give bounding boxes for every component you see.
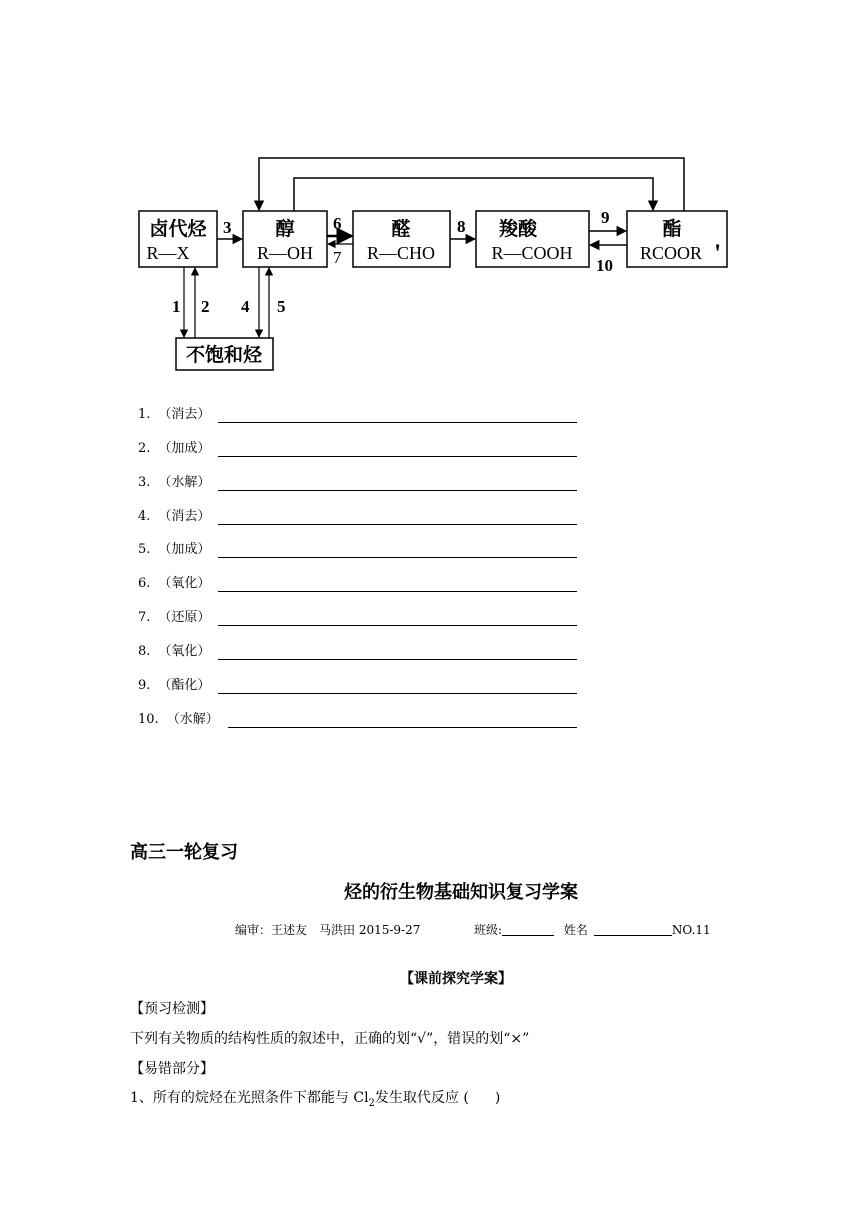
answer-blank[interactable] (218, 693, 577, 694)
reaction-type: （消去） (158, 407, 211, 422)
reaction-number: 10. (138, 712, 159, 727)
reaction-type: （酯化） (158, 678, 211, 693)
answer-blank[interactable] (218, 456, 577, 457)
alcohol-formula: R—OH (256, 243, 314, 263)
reaction-type: （消去） (158, 509, 211, 524)
course-heading: 高三一轮复习 (130, 842, 238, 863)
ester-prime: ' (714, 239, 722, 268)
question-1-suffix: 发生取代反应 (374, 1090, 459, 1106)
reaction-number: 1. (138, 407, 151, 422)
answer-blank[interactable] (218, 490, 577, 491)
arrow-number-5: 5 (277, 297, 286, 316)
answer-blank[interactable] (218, 524, 577, 525)
answer-blank[interactable] (228, 727, 577, 728)
class-name-line (474, 921, 711, 938)
reaction-row (138, 471, 588, 495)
reaction-number: 5. (138, 542, 151, 557)
reaction-number: 3. (138, 475, 151, 490)
name-label: 姓名 (563, 923, 588, 937)
reaction-type: （水解） (166, 712, 219, 727)
alcohol-label: 醇 (275, 219, 295, 240)
reaction-number: 8. (138, 644, 151, 659)
arrow-number-10: 10 (596, 256, 613, 275)
answer-close-paren: ) (494, 1090, 501, 1106)
reaction-row (138, 708, 588, 732)
haloalkane-formula: R—X (146, 243, 190, 263)
reaction-type: （还原） (158, 610, 211, 625)
reaction-number: 4. (138, 509, 151, 524)
name-blank[interactable] (594, 935, 672, 936)
reaction-number: 6. (138, 576, 151, 591)
arrow-number-9: 9 (601, 208, 610, 227)
arrow-number-6: 6 (333, 214, 342, 233)
answer-open-paren: ( (463, 1090, 469, 1106)
reaction-number: 9. (138, 678, 151, 693)
reaction-type: （氧化） (158, 644, 211, 659)
reaction-row (138, 572, 588, 596)
reaction-diagram (0, 0, 860, 380)
answer-blank[interactable] (218, 591, 577, 592)
reaction-type: （加成） (158, 441, 211, 456)
ester-formula: RCOOR (639, 243, 703, 263)
answer-blank[interactable] (218, 625, 577, 626)
reaction-row (138, 606, 588, 630)
haloalkane-label: 卤代烃 (149, 219, 207, 240)
acid-label: 羧酸 (498, 219, 538, 240)
reaction-row (138, 505, 588, 529)
answer-blank[interactable] (218, 659, 577, 660)
reaction-type: （水解） (158, 475, 211, 490)
arrow-alcohol-to-ester (294, 178, 653, 211)
reaction-row (138, 640, 588, 664)
section-title: 【课前探究学案】 (400, 971, 512, 987)
class-blank[interactable] (502, 935, 554, 936)
class-label: 班级: (474, 923, 503, 937)
answer-blank[interactable] (218, 557, 577, 558)
arrow-number-7: 7 (333, 248, 342, 267)
arrow-number-3: 3 (223, 218, 232, 237)
editors-line: 编审：王述友 马洪田 2015-9-27 (235, 923, 421, 937)
arrow-number-2: 2 (201, 297, 210, 316)
question-1 (130, 1087, 500, 1109)
document-title: 烃的衍生物基础知识复习学案 (344, 882, 578, 903)
aldehyde-label: 醛 (391, 219, 411, 240)
arrow-number-8: 8 (457, 217, 466, 236)
reaction-number: 2. (138, 441, 151, 456)
acid-formula: R—COOH (491, 243, 573, 263)
arrow-number-1: 1 (172, 297, 181, 316)
document-number: NO.11 (671, 923, 711, 937)
reaction-row (138, 403, 588, 427)
question-1-prefix: 1、所有的烷烃在光照条件下都能与 Cl (130, 1090, 369, 1106)
reaction-row (138, 538, 588, 562)
instruction-text: 下列有关物质的结构性质的叙述中，正确的划“√”，错误的划“×” (130, 1031, 530, 1047)
unsaturated-hydrocarbon-label: 不饱和烃 (185, 345, 263, 366)
ester-label: 酯 (662, 219, 682, 240)
reaction-row (138, 674, 588, 698)
preview-heading: 【预习检测】 (130, 1001, 214, 1017)
answer-blank[interactable] (218, 422, 577, 423)
question-1-subscript: 2 (368, 1097, 375, 1109)
reaction-type: （氧化） (158, 576, 211, 591)
reaction-number: 7. (138, 610, 151, 625)
aldehyde-formula: R—CHO (366, 243, 436, 263)
arrow-number-4: 4 (241, 297, 250, 316)
error-prone-heading: 【易错部分】 (130, 1061, 214, 1077)
arrow-ester-to-alcohol (259, 158, 684, 211)
reaction-type: （加成） (158, 542, 211, 557)
reaction-row (138, 437, 588, 461)
